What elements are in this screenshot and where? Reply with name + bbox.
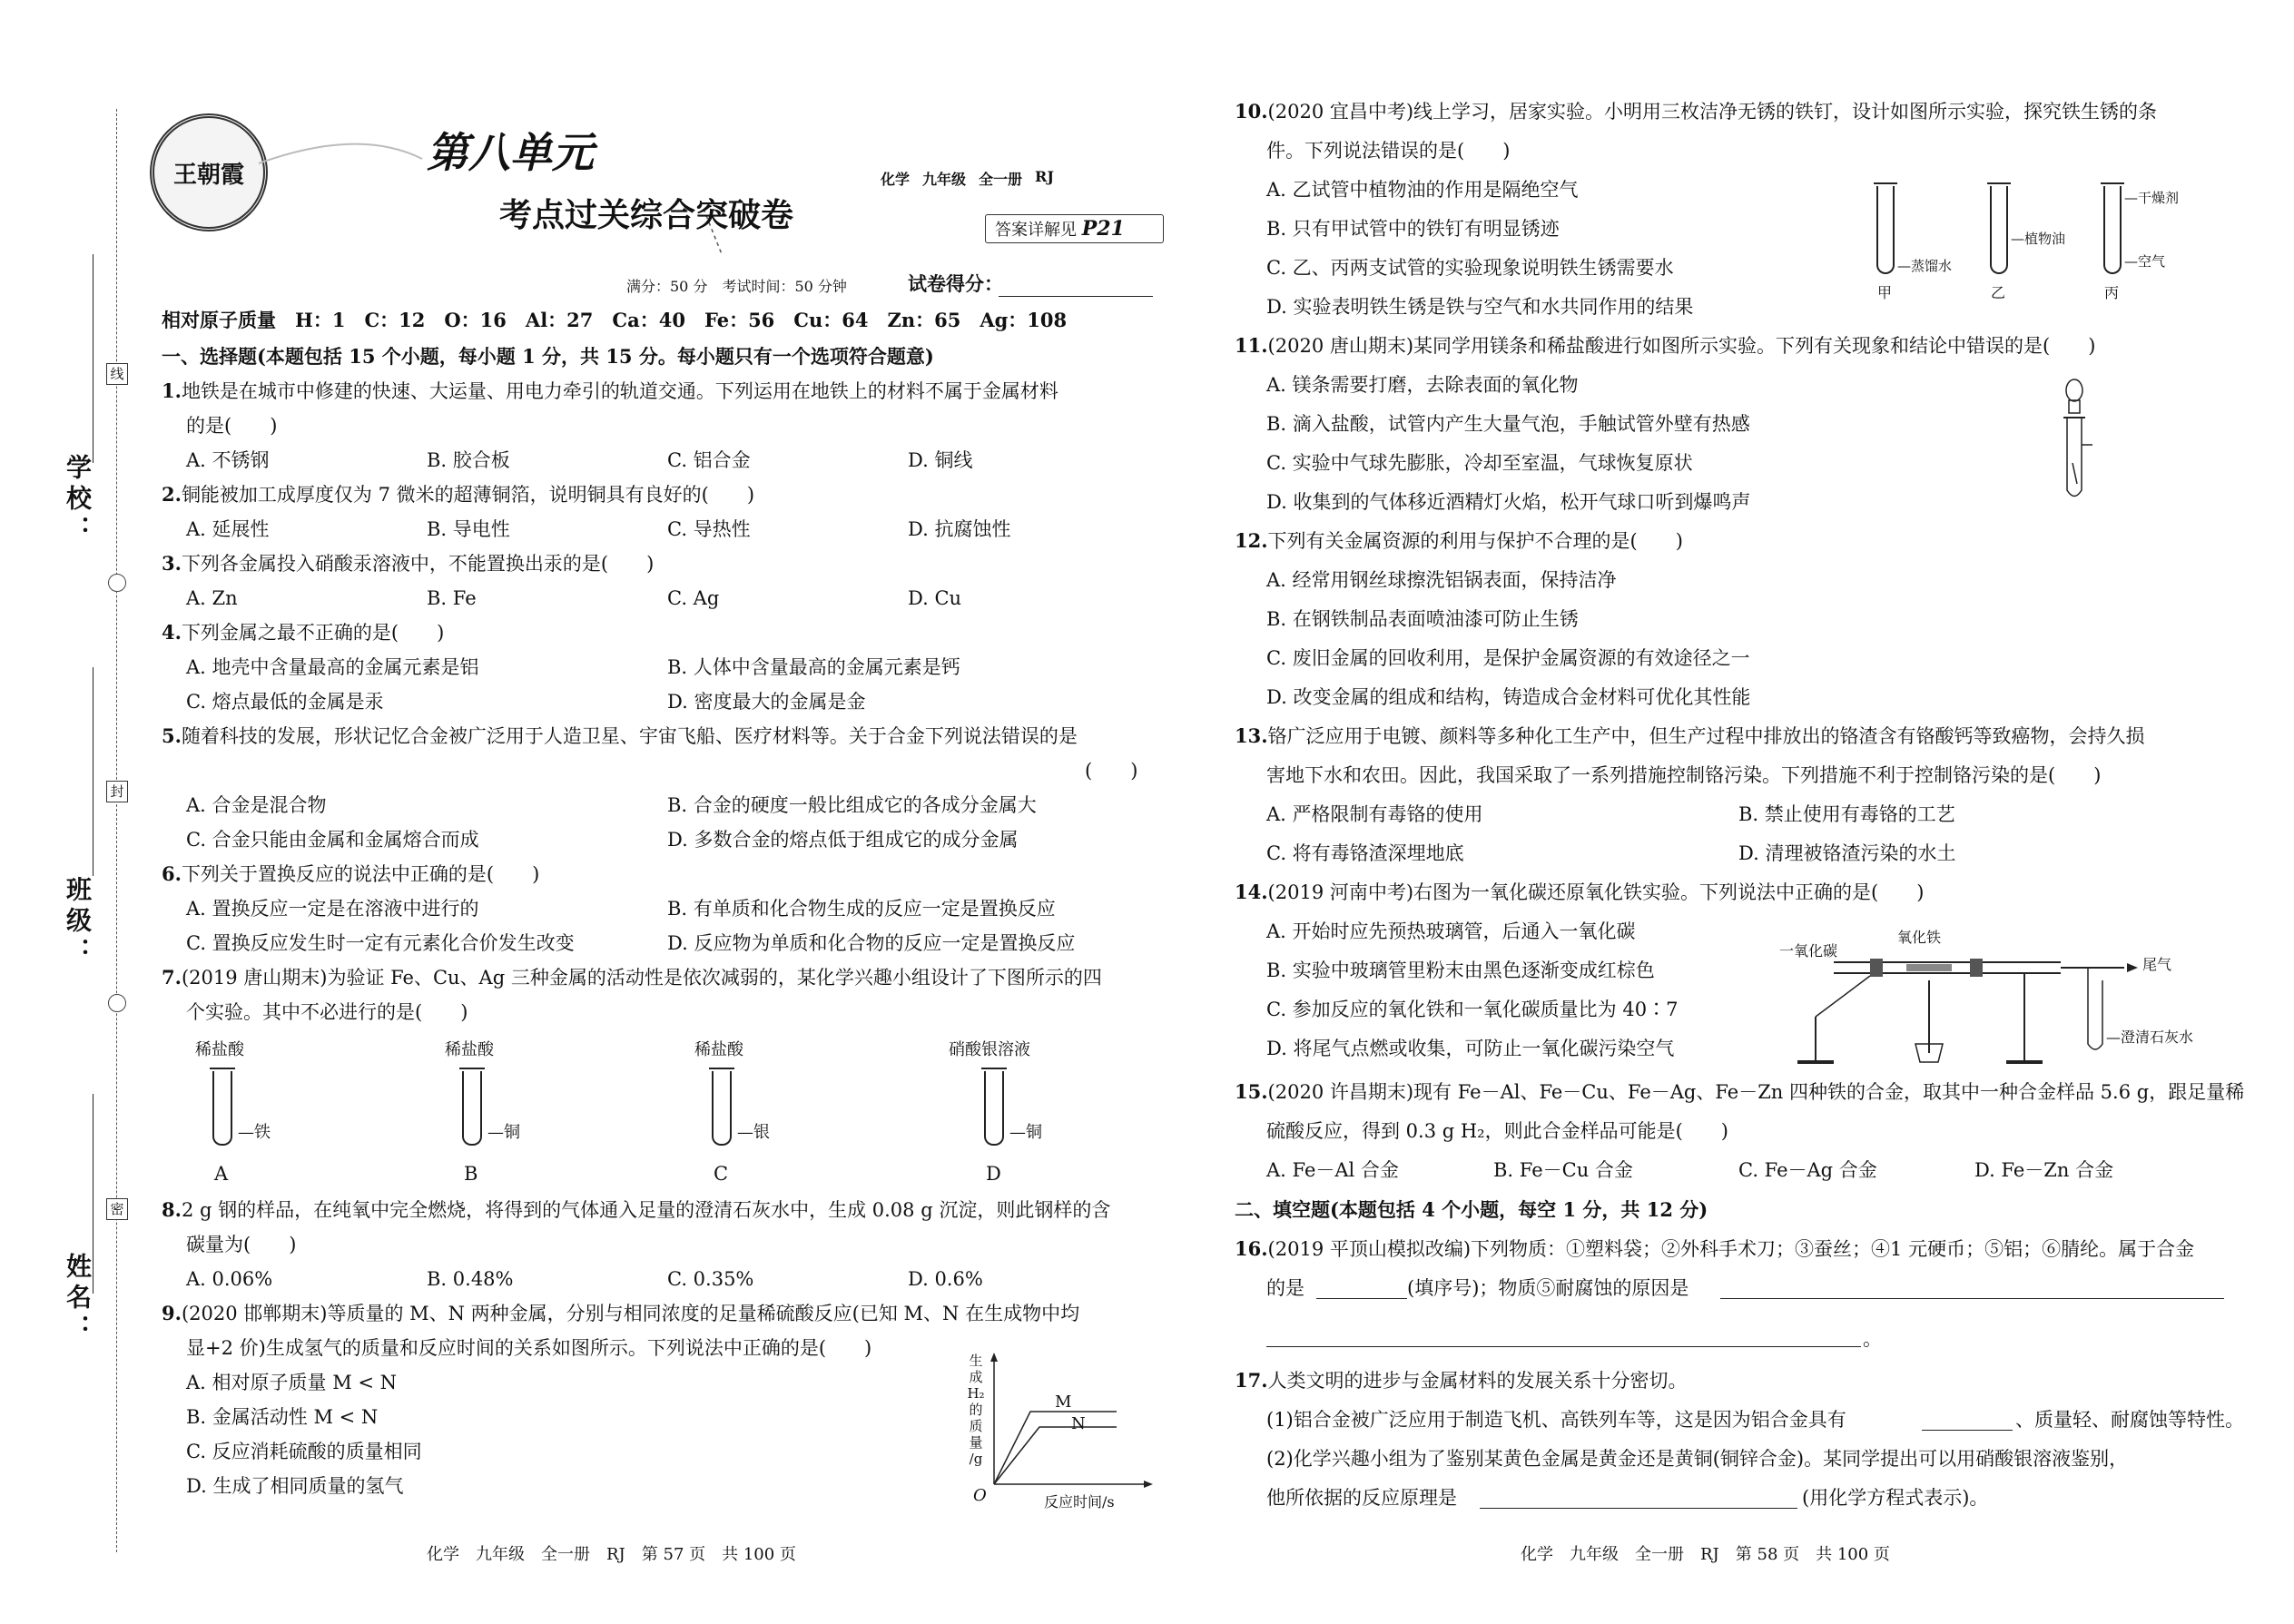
logo-text: 王朝霞 bbox=[172, 162, 244, 189]
section2-heading: 二、填空题(本题包括 4 个小题，每空 1 分，共 12 分) bbox=[1235, 1198, 1708, 1221]
q2-option[interactable]: A. 延展性 bbox=[186, 518, 270, 540]
q14-option[interactable]: C. 参加反应的氧化铁和一氧化碳质量比为 40∶7 bbox=[1266, 999, 1679, 1020]
q2-stem: 2.铜能被加工成厚度仅为 7 微米的超薄铜箔，说明铜具有良好的( ) bbox=[162, 483, 755, 506]
q2-option[interactable]: D. 抗腐蚀性 bbox=[908, 518, 1011, 540]
q9-stem-2: 显+2 价)生成氢气的质量和反应时间的关系如图所示。下列说法中正确的是( ) bbox=[186, 1337, 872, 1359]
label-bing: 丙 bbox=[2104, 284, 2120, 301]
q11-option[interactable]: D. 收集到的气体移近酒精灯火焰，松开气球口听到爆鸣声 bbox=[1266, 491, 1751, 513]
label-limewater: —澄清石灰水 bbox=[2106, 1029, 2194, 1046]
school-field[interactable] bbox=[93, 254, 94, 463]
q13-stem-2: 害地下水和农田。因此，我国采取了一系列措施控制铬污染。下列措施不利于控制铬污染的是( ) bbox=[1266, 764, 2102, 786]
tube-d-reagent: 硝酸银溶液 bbox=[949, 1040, 1030, 1059]
class-label: 班级： bbox=[63, 876, 93, 969]
q11-option[interactable]: A. 镁条需要打磨，去除表面的氧化物 bbox=[1266, 374, 1579, 396]
q10-option[interactable]: A. 乙试管中植物油的作用是隔绝空气 bbox=[1266, 179, 1579, 201]
q12-option[interactable]: C. 废旧金属的回收利用，是保护金属资源的有效途径之一 bbox=[1266, 647, 1750, 669]
q14-option[interactable]: A. 开始时应先预热玻璃管，后通入一氧化碳 bbox=[1266, 920, 1636, 942]
q4-option[interactable]: B. 人体中含量最高的金属元素是钙 bbox=[667, 656, 960, 678]
q5-option[interactable]: D. 多数合金的熔点低于组成它的成分金属 bbox=[667, 829, 1019, 851]
unit-title: 第八单元 bbox=[427, 128, 594, 177]
q10-stem-2: 件。下列说法错误的是( ) bbox=[1266, 140, 1511, 162]
tube-b-reagent: 稀盐酸 bbox=[445, 1040, 494, 1059]
q17-answer-blank-2[interactable] bbox=[1480, 1508, 1797, 1509]
tag: 全一册 bbox=[979, 171, 1023, 188]
q3-option[interactable]: D. Cu bbox=[908, 587, 962, 609]
graph-m-label: M bbox=[1055, 1393, 1072, 1412]
school-label: 学校： bbox=[63, 454, 93, 546]
q1-option[interactable]: B. 胶合板 bbox=[427, 449, 510, 471]
q9-option[interactable]: B. 金属活动性 M < N bbox=[186, 1406, 379, 1428]
q12-option[interactable]: B. 在钢铁制品表面喷油漆可防止生锈 bbox=[1266, 608, 1579, 630]
graph-ylabel: 生 成 H₂ 的 质 量 /g bbox=[967, 1353, 985, 1467]
q5-stem: 5.随着科技的发展，形状记忆合金被广泛用于人造卫星、宇宙飞船、医疗材料等。关于合金下列说法错误的是 bbox=[162, 724, 1078, 747]
tube-c-metal: —银 bbox=[737, 1123, 770, 1142]
q3-stem: 3.下列各金属投入硝酸汞溶液中，不能置换出汞的是( ) bbox=[162, 552, 655, 575]
q3-option[interactable]: A. Zn bbox=[186, 587, 238, 609]
q3-option[interactable]: B. Fe bbox=[427, 587, 477, 609]
q10-option[interactable]: D. 实验表明铁生锈是铁与空气和水共同作用的结果 bbox=[1266, 296, 1694, 318]
seal-feng: 封 bbox=[106, 781, 128, 802]
q14-option[interactable]: B. 实验中玻璃管里粉末由黑色逐渐变成红棕色 bbox=[1266, 960, 1655, 981]
name-label: 姓名： bbox=[63, 1253, 93, 1345]
exam-info: 满分：50 分 考试时间：50 分钟 bbox=[626, 278, 847, 295]
q17-part2: (2)化学兴趣小组为了鉴别某黄色金属是黄金还是黄铜(铜锌合金)。某同学提出可以用硝酸银溶液鉴别， bbox=[1266, 1448, 2129, 1470]
q16-mid: (填序号)；物质⑤耐腐蚀的原因是 bbox=[1407, 1277, 1689, 1299]
q7-stem: 7.(2019 唐山期末)为验证 Fe、Cu、Ag 三种金属的活动性是依次减弱的，某化学兴趣小组设计了下图所示的四 bbox=[162, 966, 1102, 989]
q10-option[interactable]: B. 只有甲试管中的铁钉有明显锈迹 bbox=[1266, 218, 1560, 240]
q1-option[interactable]: A. 不锈钢 bbox=[186, 449, 270, 471]
tag: 化学 bbox=[881, 171, 911, 188]
q8-stem-2: 碳量为( ) bbox=[186, 1234, 297, 1255]
binding-line bbox=[116, 109, 117, 1552]
binding-hole bbox=[108, 994, 126, 1012]
q2-option[interactable]: B. 导电性 bbox=[427, 518, 510, 540]
q8-option[interactable]: A. 0.06% bbox=[186, 1268, 273, 1290]
tube-jia bbox=[1876, 186, 1895, 274]
answer-reference: 答案详解见 P21 bbox=[985, 214, 1164, 243]
tube-c-letter: C bbox=[714, 1163, 729, 1185]
score-label: 试卷得分： bbox=[908, 272, 1003, 295]
q5-option[interactable]: A. 合金是混合物 bbox=[186, 794, 327, 816]
q6-option[interactable]: C. 置换反应发生时一定有元素化合价发生改变 bbox=[186, 932, 575, 954]
q8-option[interactable]: C. 0.35% bbox=[667, 1268, 754, 1290]
q14-option[interactable]: D. 将尾气点燃或收集，可防止一氧化碳污染空气 bbox=[1266, 1038, 1675, 1059]
label-tail-gas: 尾气 bbox=[2142, 956, 2172, 973]
q16-period: 。 bbox=[1863, 1328, 1882, 1350]
tag: RJ bbox=[1035, 168, 1054, 185]
label-oil: —植物油 bbox=[2011, 231, 2066, 247]
tube-a-reagent: 稀盐酸 bbox=[195, 1040, 244, 1059]
test-tube-c bbox=[712, 1071, 732, 1146]
label-desiccant: —干燥剂 bbox=[2124, 190, 2180, 206]
q12-option[interactable]: A. 经常用钢丝球擦洗铝锅表面，保持洁净 bbox=[1266, 569, 1617, 591]
q8-option[interactable]: D. 0.6% bbox=[908, 1268, 983, 1290]
class-field[interactable] bbox=[93, 667, 94, 876]
q4-option[interactable]: D. 密度最大的金属是金 bbox=[667, 691, 866, 713]
section1-heading: 一、选择题(本题包括 15 个小题，每小题 1 分，共 15 分。每小题只有一个选项符合题意) bbox=[162, 345, 934, 368]
tube-a-letter: A bbox=[214, 1163, 229, 1185]
q15-option[interactable]: A. Fe－Al 合金 bbox=[1266, 1159, 1399, 1181]
q6-option[interactable]: A. 置换反应一定是在溶液中进行的 bbox=[186, 898, 479, 920]
q17-part3-end: (用化学方程式表示)。 bbox=[1802, 1487, 1989, 1509]
q15-option[interactable]: B. Fe－Cu 合金 bbox=[1493, 1159, 1633, 1181]
q5-option[interactable]: C. 合金只能由金属和金属熔合而成 bbox=[186, 829, 479, 851]
tube-b-metal: —铜 bbox=[487, 1123, 520, 1142]
label-yi: 乙 bbox=[1991, 284, 2006, 301]
q6-option[interactable]: B. 有单质和化合物生成的反应一定是置换反应 bbox=[667, 898, 1056, 920]
q9-option[interactable]: D. 生成了相同质量的氢气 bbox=[186, 1475, 404, 1497]
graph-origin: O bbox=[973, 1486, 987, 1505]
q9-stem: 9.(2020 邯郸期末)等质量的 M、N 两种金属，分别与相同浓度的足量稀硫酸反应(已知 M、N 在生成物中均 bbox=[162, 1302, 1080, 1324]
test-tube-a bbox=[212, 1071, 232, 1146]
q10-option[interactable]: C. 乙、丙两支试管的实验现象说明铁生锈需要水 bbox=[1266, 257, 1674, 279]
test-tube-b bbox=[462, 1071, 482, 1146]
atomic-masses: 相对原子质量 H：1 C：12 O：16 Al：27 Ca：40 Fe：56 Cu：64 Zn：65 Ag：108 bbox=[162, 309, 1068, 331]
seal-xian: 线 bbox=[106, 363, 128, 385]
label-co: 一氧化碳 bbox=[1779, 942, 1838, 960]
q16-stem: 16.(2019 平顶山模拟改编)下列物质：①塑料袋；②外科手术刀；③蚕丝；④1 元硬币；⑤铝；⑥腈纶。属于合金 bbox=[1235, 1237, 2195, 1260]
q6-stem: 6.下列关于置换反应的说法中正确的是( ) bbox=[162, 862, 540, 885]
q15-stem-2: 硫酸反应，得到 0.3 g H₂，则此合金样品可能是( ) bbox=[1266, 1120, 1728, 1142]
q6-option[interactable]: D. 反应物为单质和化合物的反应一定是置换反应 bbox=[667, 932, 1076, 954]
q17-part3: 他所依据的反应原理是 bbox=[1266, 1487, 1457, 1509]
tube-yi bbox=[1990, 186, 2008, 274]
footer-right: 化学 九年级 全一册 RJ 第 58 页 共 100 页 bbox=[1521, 1545, 1890, 1564]
q5-option[interactable]: B. 合金的硬度一般比组成它的各成分金属大 bbox=[667, 794, 1037, 816]
q4-option[interactable]: C. 熔点最低的金属是汞 bbox=[186, 691, 384, 713]
q7-stem-2: 个实验。其中不必进行的是( ) bbox=[186, 1001, 468, 1023]
q13-option[interactable]: B. 禁止使用有毒铬的工艺 bbox=[1738, 803, 1955, 825]
score-field[interactable] bbox=[999, 296, 1153, 297]
q11-option[interactable]: B. 滴入盐酸，试管内产生大量气泡，手触试管外壁有热感 bbox=[1266, 413, 1750, 435]
course-tags bbox=[881, 168, 1153, 186]
name-field[interactable] bbox=[93, 1094, 94, 1294]
q8-option[interactable]: B. 0.48% bbox=[427, 1268, 514, 1290]
seal-mi: 密 bbox=[106, 1198, 128, 1220]
q16-answer-blank-3[interactable] bbox=[1266, 1346, 1861, 1347]
test-tube-d bbox=[984, 1071, 1004, 1146]
q12-option[interactable]: D. 改变金属的组成和结构，铸造成合金材料可优化其性能 bbox=[1266, 686, 1751, 708]
q9-option[interactable]: A. 相对原子质量 M < N bbox=[186, 1372, 398, 1393]
q8-stem: 8.2 g 钢的样品，在纯氧中完全燃烧，将得到的气体通入足量的澄清石灰水中，生成 0.08 g 沉淀，则此钢样的含 bbox=[162, 1198, 1111, 1221]
q15-stem: 15.(2020 许昌期末)现有 Fe－Al、Fe－Cu、Fe－Ag、Fe－Zn 四种铁的合金，取其中一种合金样品 5.6 g，跟足量稀 bbox=[1235, 1080, 2245, 1103]
tube-d-metal: —铜 bbox=[1009, 1123, 1042, 1142]
q1-option[interactable]: D. 铜线 bbox=[908, 449, 973, 471]
tube-d-letter: D bbox=[986, 1163, 1001, 1185]
q12-stem: 12.下列有关金属资源的利用与保护不合理的是( ) bbox=[1235, 529, 1683, 552]
q17-part1: (1)铝合金被广泛应用于制造飞机、高铁列车等，这是因为铝合金具有 bbox=[1266, 1409, 1846, 1431]
q15-option[interactable]: C. Fe－Ag 合金 bbox=[1738, 1159, 1877, 1181]
balloon-tube-apparatus bbox=[2047, 377, 2102, 504]
q11-option[interactable]: C. 实验中气球先膨胀，冷却至室温，气球恢复原状 bbox=[1266, 452, 1693, 474]
curve-m bbox=[994, 1412, 1117, 1484]
q2-option[interactable]: C. 导热性 bbox=[667, 518, 751, 540]
curve-n bbox=[994, 1427, 1117, 1484]
footer-left: 化学 九年级 全一册 RJ 第 57 页 共 100 页 bbox=[427, 1545, 796, 1564]
graph-n-label: N bbox=[1071, 1414, 1086, 1433]
q16-prefix: 的是 bbox=[1266, 1277, 1305, 1299]
q13-option[interactable]: D. 清理被铬渣污染的水土 bbox=[1738, 842, 1956, 864]
q14-stem: 14.(2019 河南中考)右图为一氧化碳还原氧化铁实验。下列说法中正确的是( ) bbox=[1235, 881, 1925, 903]
q16-answer-blank-1[interactable] bbox=[1316, 1298, 1407, 1299]
tube-c-reagent: 稀盐酸 bbox=[694, 1040, 743, 1059]
label-air: —空气 bbox=[2124, 253, 2166, 270]
paper-subtitle: 考点过关综合突破卷 bbox=[499, 196, 794, 234]
q5-bracket: ( ) bbox=[1085, 760, 1138, 782]
label-fe2o3: 氧化铁 bbox=[1897, 929, 1942, 946]
tube-bing bbox=[2103, 186, 2122, 274]
q15-option[interactable]: D. Fe－Zn 合金 bbox=[1974, 1159, 2114, 1181]
q9-option[interactable]: C. 反应消耗硫酸的质量相同 bbox=[186, 1441, 422, 1462]
tube-b-letter: B bbox=[464, 1163, 478, 1185]
q4-option[interactable]: A. 地壳中含量最高的金属元素是铝 bbox=[186, 656, 479, 678]
q17-stem: 17.人类文明的进步与金属材料的发展关系十分密切。 bbox=[1235, 1369, 1688, 1392]
tag: 九年级 bbox=[922, 171, 967, 188]
q10-stem: 10.(2020 宜昌中考)线上学习，居家实验。小明用三枚洁净无锈的铁钉，设计如图所示实验，探究铁生锈的条 bbox=[1235, 100, 2158, 123]
q17-part1-end: 、质量轻、耐腐蚀等特性。 bbox=[2015, 1409, 2244, 1431]
q17-answer-blank-1[interactable] bbox=[1922, 1430, 2013, 1431]
q1-stem-2: 的是( ) bbox=[186, 415, 278, 437]
tube-a-metal: —铁 bbox=[238, 1123, 271, 1142]
q1-option[interactable]: C. 铝合金 bbox=[667, 449, 751, 471]
q13-option[interactable]: C. 将有毒铬渣深埋地底 bbox=[1266, 842, 1464, 864]
binding-hole bbox=[108, 574, 126, 592]
q13-option[interactable]: A. 严格限制有毒铬的使用 bbox=[1266, 803, 1483, 825]
q1-stem: 1.地铁是在城市中修建的快速、大运量、用电力牵引的轨道交通。下列运用在地铁上的材料不属于金属材料 bbox=[162, 379, 1058, 402]
q16-answer-blank-2[interactable] bbox=[1720, 1298, 2224, 1299]
label-water: —蒸馏水 bbox=[1897, 258, 1953, 274]
label-jia: 甲 bbox=[1877, 284, 1893, 301]
q3-option[interactable]: C. Ag bbox=[667, 587, 720, 609]
q13-stem: 13.铬广泛应用于电镀、颜料等多种化工生产中，但生产过程中排放出的铬渣含有铬酸钙等致癌物，会持久损 bbox=[1235, 724, 2145, 747]
q4-stem: 4.下列金属之最不正确的是( ) bbox=[162, 621, 445, 644]
graph-xlabel: 反应时间/s bbox=[1044, 1493, 1115, 1511]
q11-stem: 11.(2020 唐山期末)某同学用镁条和稀盐酸进行如图所示实验。下列有关现象和结论中错误的是( ) bbox=[1235, 334, 2096, 357]
